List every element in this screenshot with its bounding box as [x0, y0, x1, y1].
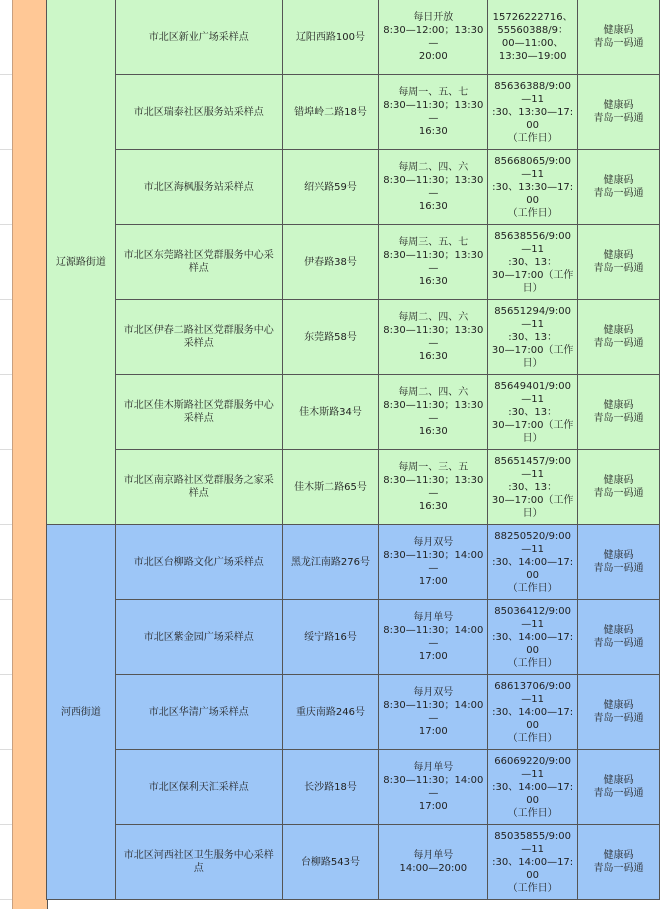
- phone-cell-line: :30、13：: [508, 406, 558, 418]
- hours-cell-line: 8:30—11:30；13:30—: [383, 325, 484, 349]
- phone-cell: [488, 525, 578, 600]
- code-cell-line: 健康码: [603, 475, 634, 486]
- hours-cell-line: 8:30—11:30；14:00—: [383, 700, 484, 724]
- address-cell: 东莞路58号: [282, 300, 379, 375]
- address-cell: 台柳路543号: [282, 825, 379, 900]
- code-cell-line: 健康码: [603, 325, 634, 336]
- table-row: [47, 750, 660, 825]
- phone-cell: [488, 600, 578, 675]
- table-row: [47, 150, 660, 225]
- phone-cell-line: 日）: [522, 282, 543, 294]
- site-name-cell: 市北区华清广场采样点: [115, 675, 282, 750]
- hours-cell-line: 16:30: [418, 426, 448, 437]
- address-cell: 佳木斯二路65号: [282, 450, 379, 525]
- hours-cell-line: 8:30—11:30；13:30—: [383, 175, 484, 199]
- phone-cell-line: :30、13：: [508, 481, 558, 493]
- phone-cell: [488, 300, 578, 375]
- hours-cell-line: 14:00—20:00: [399, 863, 468, 874]
- site-name-cell: 市北区保利天汇采样点: [115, 750, 282, 825]
- hours-cell-line: 8:30—11:30；14:00—: [383, 775, 484, 799]
- code-cell-line: 青岛一码通: [593, 563, 644, 574]
- phone-cell: [488, 75, 578, 150]
- code-cell-line: 青岛一码通: [593, 863, 644, 874]
- phone-cell-line: :30、13:30—17:00: [492, 106, 574, 131]
- phone-cell: [488, 750, 578, 825]
- phone-cell-line: （工作日）: [507, 657, 558, 669]
- code-cell: [578, 450, 660, 525]
- hours-cell-line: 17:00: [418, 801, 448, 812]
- code-cell-line: 青岛一码通: [593, 788, 644, 799]
- phone-cell-line: 66069220/9:00—11: [494, 755, 572, 780]
- code-cell-line: 青岛一码通: [593, 338, 644, 349]
- table-row: [47, 600, 660, 675]
- hours-cell: [379, 450, 488, 525]
- phone-cell-line: 30—17:00（工作: [491, 269, 574, 281]
- hours-cell-line: 16:30: [418, 276, 448, 287]
- code-cell-line: 健康码: [603, 100, 634, 111]
- hours-cell-line: 8:30—11:30；13:30—: [383, 475, 484, 499]
- code-cell-line: 青岛一码通: [593, 38, 644, 49]
- phone-cell-line: 85649401/9:00—11: [494, 380, 572, 405]
- table-body: [47, 0, 660, 900]
- code-cell: [578, 375, 660, 450]
- hours-cell-line: 16:30: [418, 501, 448, 512]
- phone-cell-line: :30、13:30—17:00: [492, 181, 574, 206]
- code-cell-line: 健康码: [603, 400, 634, 411]
- hours-cell: [379, 150, 488, 225]
- phone-cell-line: （工作日）: [507, 807, 558, 819]
- site-name-cell: 市北区河西社区卫生服务中心采样点: [115, 825, 282, 900]
- code-cell-line: 青岛一码通: [593, 113, 644, 124]
- phone-cell-line: （工作日）: [507, 882, 558, 894]
- hours-cell: [379, 675, 488, 750]
- phone-cell-line: 日）: [522, 357, 543, 369]
- table-row: [47, 450, 660, 525]
- hours-cell-line: 8:30—11:30；13:30—: [383, 250, 484, 274]
- table-row: [47, 675, 660, 750]
- hours-cell-line: 每月双号: [413, 537, 454, 548]
- hours-cell-line: 每周三、五、七: [398, 237, 469, 248]
- code-cell-line: 青岛一码通: [593, 188, 644, 199]
- hours-cell-line: 16:30: [418, 201, 448, 212]
- hours-cell: [379, 375, 488, 450]
- hours-cell-line: 8:30—11:30；14:00—: [383, 625, 484, 649]
- phone-cell: [488, 150, 578, 225]
- hours-cell-line: 每周一、三、五: [398, 462, 469, 473]
- phone-cell-line: :30、13：: [508, 256, 558, 268]
- hours-cell-line: 每月双号: [413, 687, 454, 698]
- hours-cell-line: 16:30: [418, 126, 448, 137]
- phone-cell-line: 85638556/9:00—11: [494, 230, 572, 255]
- site-name-cell: 市北区东莞路社区党群服务中心采样点: [115, 225, 282, 300]
- hours-cell-line: 每周一、五、七: [398, 87, 469, 98]
- table-row: [47, 525, 660, 600]
- phone-cell-line: 85636388/9:00—11: [494, 80, 572, 105]
- code-cell: [578, 525, 660, 600]
- phone-cell-line: 85668065/9:00—11: [494, 155, 572, 180]
- hours-cell-line: 每月单号: [413, 850, 454, 861]
- phone-cell: [488, 450, 578, 525]
- orange-district-column: [12, 0, 48, 909]
- site-name-cell: 市北区伊春二路社区党群服务中心采样点: [115, 300, 282, 375]
- phone-cell-line: 68613706/9:00—11: [494, 680, 572, 705]
- hours-cell: [379, 825, 488, 900]
- code-cell-line: 青岛一码通: [593, 413, 644, 424]
- code-cell-line: 青岛一码通: [593, 488, 644, 499]
- hours-cell-line: 每周二、四、六: [398, 387, 469, 398]
- phone-cell-line: 30—17:00（工作: [491, 494, 574, 506]
- site-name-cell: 市北区南京路社区党群服务之家采样点: [115, 450, 282, 525]
- phone-cell: [488, 0, 578, 75]
- hours-cell-line: 每月单号: [413, 762, 454, 773]
- phone-cell: [488, 825, 578, 900]
- hours-cell: [379, 225, 488, 300]
- sampling-sites-table: [46, 0, 660, 900]
- phone-cell: [488, 375, 578, 450]
- address-cell: 黑龙江南路276号: [282, 525, 379, 600]
- phone-cell: [488, 675, 578, 750]
- code-cell-line: 健康码: [603, 250, 634, 261]
- hours-cell-line: 17:00: [418, 651, 448, 662]
- hours-cell-line: 8:30—12:00；13:30—: [383, 25, 484, 49]
- address-cell: 辽阳西路100号: [282, 0, 379, 75]
- phone-cell-line: （工作日）: [507, 732, 558, 744]
- phone-cell-line: :30、14:00—17:00: [492, 781, 574, 806]
- hours-cell-line: 8:30—11:30；13:30—: [383, 400, 484, 424]
- hours-cell: [379, 75, 488, 150]
- phone-cell-line: 13:30—19:00: [498, 51, 567, 62]
- code-cell-line: 健康码: [603, 25, 634, 36]
- phone-cell-line: 85036412/9:00—11: [494, 605, 572, 630]
- code-cell-line: 健康码: [603, 550, 634, 561]
- table-row: [47, 825, 660, 900]
- hours-cell: [379, 750, 488, 825]
- phone-cell-line: 85651294/9:00—11: [494, 305, 572, 330]
- phone-cell-line: 15726222716、: [492, 12, 573, 23]
- phone-cell-line: :30、13：: [508, 331, 558, 343]
- street-name-cell: 河西街道: [47, 525, 116, 900]
- address-cell: 绍兴路59号: [282, 150, 379, 225]
- site-name-cell: 市北区瑞泰社区服务站采样点: [115, 75, 282, 150]
- address-cell: 佳木斯路34号: [282, 375, 379, 450]
- code-cell: [578, 150, 660, 225]
- table-row: [47, 75, 660, 150]
- code-cell-line: 青岛一码通: [593, 713, 644, 724]
- hours-cell-line: 17:00: [418, 726, 448, 737]
- phone-cell-line: 日）: [522, 432, 543, 444]
- hours-cell: [379, 300, 488, 375]
- code-cell: [578, 300, 660, 375]
- hours-cell: [379, 0, 488, 75]
- hours-cell-line: 20:00: [418, 51, 448, 62]
- address-cell: 重庆南路246号: [282, 675, 379, 750]
- hours-cell-line: 8:30—11:30；13:30—: [383, 100, 484, 124]
- hours-cell-line: 17:00: [418, 576, 448, 587]
- hours-cell-line: 8:30—11:30；14:00—: [383, 550, 484, 574]
- phone-cell: [488, 225, 578, 300]
- phone-cell-line: （工作日）: [507, 582, 558, 594]
- table-row: [47, 300, 660, 375]
- code-cell: [578, 600, 660, 675]
- street-name-cell: 辽源路街道: [47, 0, 116, 525]
- table-row: [47, 375, 660, 450]
- hours-cell-line: 每日开放: [413, 12, 454, 23]
- site-name-cell: 市北区紫金园广场采样点: [115, 600, 282, 675]
- hours-cell-line: 16:30: [418, 351, 448, 362]
- hours-cell-line: 每月单号: [413, 612, 454, 623]
- code-cell-line: 青岛一码通: [593, 638, 644, 649]
- phone-cell-line: 85651457/9:00—11: [494, 455, 572, 480]
- row-header-gutter: [0, 0, 12, 909]
- phone-cell-line: :30、14:00—17:00: [492, 856, 574, 881]
- phone-cell-line: :30、14:00—17:00: [492, 706, 574, 731]
- code-cell-line: 健康码: [603, 625, 634, 636]
- address-cell: 错埠岭二路18号: [282, 75, 379, 150]
- site-name-cell: 市北区新业广场采样点: [115, 0, 282, 75]
- code-cell: [578, 675, 660, 750]
- phone-cell-line: 00—11:00、: [501, 38, 564, 49]
- phone-cell-line: :30、14:00—17:00: [492, 556, 574, 581]
- table-row: [47, 225, 660, 300]
- hours-cell-line: 每周二、四、六: [398, 312, 469, 323]
- code-cell-line: 健康码: [603, 175, 634, 186]
- phone-cell-line: 30—17:00（工作: [491, 344, 574, 356]
- code-cell: [578, 225, 660, 300]
- address-cell: 绥宁路16号: [282, 600, 379, 675]
- code-cell-line: 青岛一码通: [593, 263, 644, 274]
- phone-cell-line: （工作日）: [507, 207, 558, 219]
- code-cell-line: 健康码: [603, 775, 634, 786]
- code-cell: [578, 825, 660, 900]
- address-cell: 伊春路38号: [282, 225, 379, 300]
- code-cell-line: 健康码: [603, 850, 634, 861]
- phone-cell-line: 日）: [522, 507, 543, 519]
- code-cell: [578, 75, 660, 150]
- site-name-cell: 市北区台柳路文化广场采样点: [115, 525, 282, 600]
- phone-cell-line: 88250520/9:00—11: [494, 530, 572, 555]
- hours-cell: [379, 600, 488, 675]
- hours-cell: [379, 525, 488, 600]
- code-cell: [578, 750, 660, 825]
- code-cell-line: 健康码: [603, 700, 634, 711]
- site-name-cell: 市北区佳木斯路社区党群服务中心采样点: [115, 375, 282, 450]
- phone-cell-line: 30—17:00（工作: [491, 419, 574, 431]
- phone-cell-line: （工作日）: [507, 132, 558, 144]
- hours-cell-line: 每周二、四、六: [398, 162, 469, 173]
- phone-cell-line: :30、14:00—17:00: [492, 631, 574, 656]
- site-name-cell: 市北区海枫服务站采样点: [115, 150, 282, 225]
- phone-cell-line: 55560388/9：: [497, 25, 568, 36]
- phone-cell-line: 85035855/9:00—11: [494, 830, 572, 855]
- code-cell: [578, 0, 660, 75]
- table-row: [47, 0, 660, 75]
- address-cell: 长沙路18号: [282, 750, 379, 825]
